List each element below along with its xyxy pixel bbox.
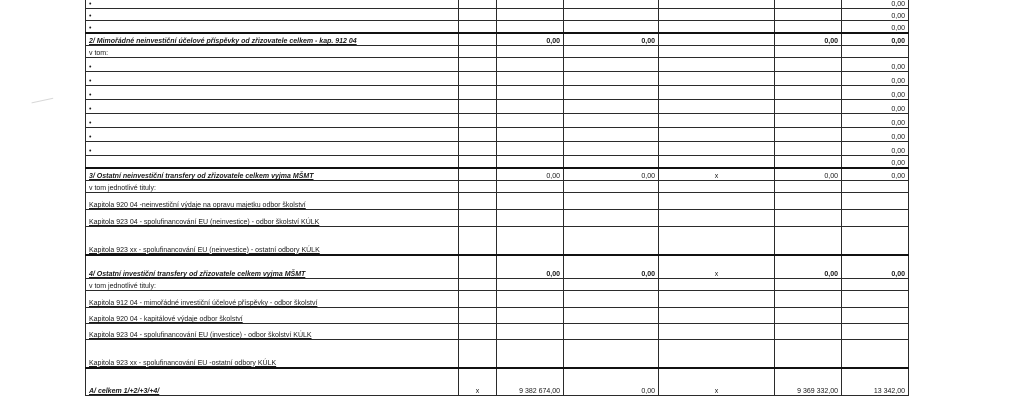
value-cell: 0,00 [842, 255, 909, 279]
x-cell: x [659, 368, 775, 396]
value-cell: 0,00 [842, 21, 909, 33]
kapitola-label: Kapitola 923 xx - spolufinancování EU (neinvestice) - ostatní odbory KÚLK [86, 227, 459, 255]
bullet-cell: • [86, 58, 459, 72]
value-cell: 0,00 [564, 168, 659, 181]
table-row [86, 193, 909, 210]
value-cell: 0,00 [842, 128, 909, 142]
kapitola-label: Kapitola 923 04 - spolufinancování EU (investice) - odbor školství KÚLK [86, 324, 459, 340]
table-row [86, 181, 909, 193]
table-row [86, 156, 909, 168]
kapitola-label: Kapitola 923 04 - spolufinancování EU (neinvestice) - odbor školství KÚLK [86, 210, 459, 227]
value-cell: 0,00 [842, 86, 909, 100]
value-cell: 9 382 674,00 [497, 368, 564, 396]
vtom-label: v tom jednotlivé tituly: [86, 279, 459, 291]
table-row [86, 0, 909, 9]
scan-artifact [32, 98, 55, 109]
value-cell: 0,00 [842, 72, 909, 86]
table-row [86, 324, 909, 340]
value-cell: 0,00 [842, 33, 909, 46]
table-row [86, 114, 909, 128]
bullet-cell: • [86, 9, 459, 21]
x-cell: x [459, 368, 497, 396]
value-cell: 0,00 [842, 168, 909, 181]
value-cell: 0,00 [497, 255, 564, 279]
table-row [86, 46, 909, 58]
bullet-cell: • [86, 142, 459, 156]
total-row [86, 368, 909, 396]
table-row [86, 279, 909, 291]
value-cell: 0,00 [497, 33, 564, 46]
table-row [86, 128, 909, 142]
bullet-cell: • [86, 0, 459, 9]
table-row [86, 340, 909, 368]
value-cell: 0,00 [842, 9, 909, 21]
value-cell: 0,00 [564, 255, 659, 279]
total-title: A/ celkem 1/+2/+3/+4/ [86, 368, 459, 396]
value-cell: 0,00 [775, 33, 842, 46]
table-row [86, 308, 909, 324]
table-row [86, 210, 909, 227]
x-cell: x [659, 255, 775, 279]
value-cell: 13 342,00 [842, 368, 909, 396]
kapitola-label: Kapitola 920 04 -neinvestiční výdaje na opravu majetku odbor školství [86, 193, 459, 210]
value-cell: 0,00 [564, 368, 659, 396]
value-cell: 9 369 332,00 [775, 368, 842, 396]
value-cell: 0,00 [842, 100, 909, 114]
value-cell: 0,00 [842, 0, 909, 9]
section-4-header [86, 255, 909, 279]
section-3-header [86, 168, 909, 181]
table-row [86, 9, 909, 21]
bullet-cell: • [86, 86, 459, 100]
table-row [86, 291, 909, 308]
table-row [86, 142, 909, 156]
bullet-cell: • [86, 100, 459, 114]
section-4-title: 4/ Ostatní investiční transfery od zřizovatele celkem vyjma MŠMT [86, 255, 459, 279]
bullet-cell: • [86, 128, 459, 142]
vtom-label: v tom: [86, 46, 459, 58]
table-row [86, 58, 909, 72]
bullet-cell: • [86, 72, 459, 86]
section-2-title: 2/ Mimořádné neinvestiční účelové příspěvky od zřizovatele celkem - kap. 912 04 [86, 33, 459, 46]
value-cell: 0,00 [775, 255, 842, 279]
value-cell: 0,00 [775, 168, 842, 181]
value-cell: 0,00 [564, 33, 659, 46]
kapitola-label: Kapitola 912 04 - mimořádné investiční účelové příspěvky - odbor školství [86, 291, 459, 308]
section-2-header [86, 33, 909, 46]
x-cell: x [659, 168, 775, 181]
value-cell: 0,00 [842, 114, 909, 128]
value-cell: 0,00 [497, 168, 564, 181]
bullet-cell: • [86, 21, 459, 33]
value-cell: 0,00 [842, 58, 909, 72]
table-row [86, 86, 909, 100]
value-cell: 0,00 [842, 156, 909, 168]
section-3-title: 3/ Ostatní neinvestiční transfery od zřizovatele celkem vyjma MŠMT [86, 168, 459, 181]
table-row [86, 227, 909, 255]
bullet-cell: • [86, 114, 459, 128]
value-cell: 0,00 [842, 142, 909, 156]
table-row [86, 21, 909, 33]
table-row [86, 72, 909, 86]
budget-table [85, 0, 909, 396]
kapitola-label: Kapitola 923 xx - spolufinancování EU -ostatní odbory KÚLK [86, 340, 459, 368]
table-row [86, 100, 909, 114]
kapitola-label: Kapitola 920 04 - kapitálové výdaje odbor školství [86, 308, 459, 324]
vtom-label: v tom jednotlivé tituly: [86, 181, 459, 193]
